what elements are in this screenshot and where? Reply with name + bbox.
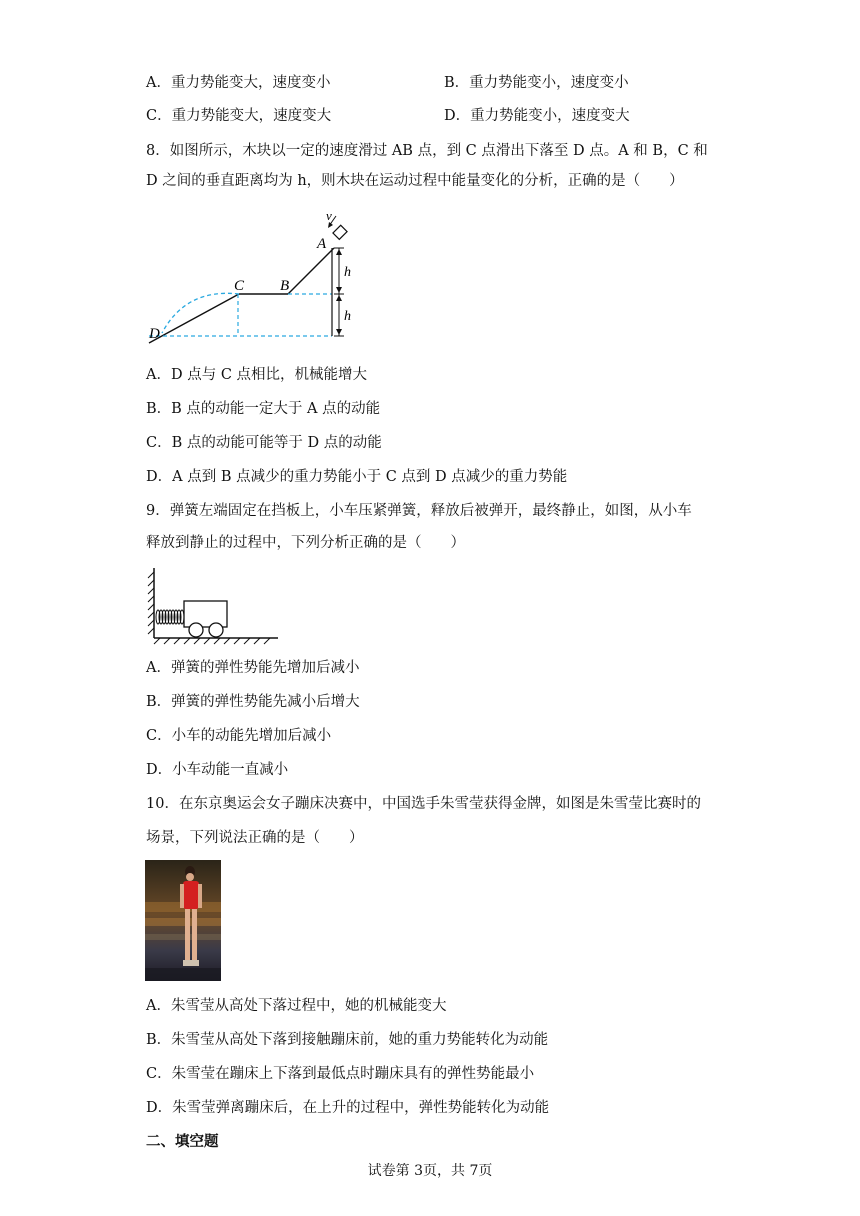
q9-option-d: D．小车动能一直减小 — [146, 762, 289, 778]
q8-slope-figure — [146, 208, 376, 348]
label-v: v — [326, 208, 332, 223]
q7-option-c: C．重力势能变大，速度变大 — [146, 108, 332, 124]
label-b: B — [280, 278, 290, 294]
q9-option-c: C．小车的动能先增加后减小 — [146, 728, 332, 744]
q7-option-d: D．重力势能变小，速度变大 — [444, 108, 630, 124]
label-h-upper: h — [344, 265, 351, 280]
q8-option-d: D．A 点到 B 点减少的重力势能小于 C 点到 D 点减少的重力势能 — [146, 469, 568, 485]
label-h-lower: h — [344, 309, 351, 324]
label-c: C — [234, 278, 245, 294]
q10-option-c: C．朱雪莹在蹦床上下落到最低点时蹦床具有的弹性势能最小 — [146, 1066, 535, 1082]
q10-stem-line1: 10．在东京奥运会女子蹦床决赛中，中国选手朱雪莹获得金牌，如图是朱雪莹比赛时的 — [146, 796, 701, 812]
q10-option-b: B．朱雪莹从高处下落到接触蹦床前，她的重力势能转化为动能 — [146, 1032, 549, 1048]
label-a: A — [317, 236, 327, 252]
q8-option-a: A．D 点与 C 点相比，机械能增大 — [146, 367, 368, 383]
q8-stem-line2: D 之间的垂直距离均为 h，则木块在运动过程中能量变化的分析，正确的是（ ） — [146, 173, 684, 189]
q9-stem-line2: 释放到静止的过程中，下列分析正确的是（ ） — [146, 535, 465, 551]
q7-option-a: A．重力势能变大，速度变小 — [146, 75, 331, 91]
q10-stem-line2: 场景，下列说法正确的是（ ） — [146, 830, 364, 846]
section-title-fill-in: 二、填空题 — [146, 1133, 219, 1150]
q10-trampoline-photo — [145, 860, 221, 981]
q8-option-b: B．B 点的动能一定大于 A 点的动能 — [146, 401, 381, 417]
q9-spring-cart-figure — [146, 564, 281, 648]
label-d: D — [149, 326, 160, 342]
q10-option-d: D．朱雪莹弹离蹦床后，在上升的过程中，弹性势能转化为动能 — [146, 1100, 550, 1116]
q7-option-b: B．重力势能变小，速度变小 — [444, 75, 629, 91]
page-footer: 试卷第 3页，共 7页 — [367, 1163, 493, 1179]
q8-stem-line1: 8．如图所示，木块以一定的速度滑过 AB 点，到 C 点滑出下落至 D 点。A 和 B，C 和 — [146, 143, 708, 159]
q9-stem-line1: 9．弹簧左端固定在挡板上，小车压紧弹簧，释放后被弹开，最终静止，如图，从小车 — [146, 503, 692, 519]
q8-option-c: C．B 点的动能可能等于 D 点的动能 — [146, 435, 382, 451]
q10-option-a: A．朱雪莹从高处下落过程中，她的机械能变大 — [146, 998, 447, 1014]
q9-option-a: A．弹簧的弹性势能先增加后减小 — [146, 660, 360, 676]
q9-option-b: B．弹簧的弹性势能先减小后增大 — [146, 694, 360, 710]
